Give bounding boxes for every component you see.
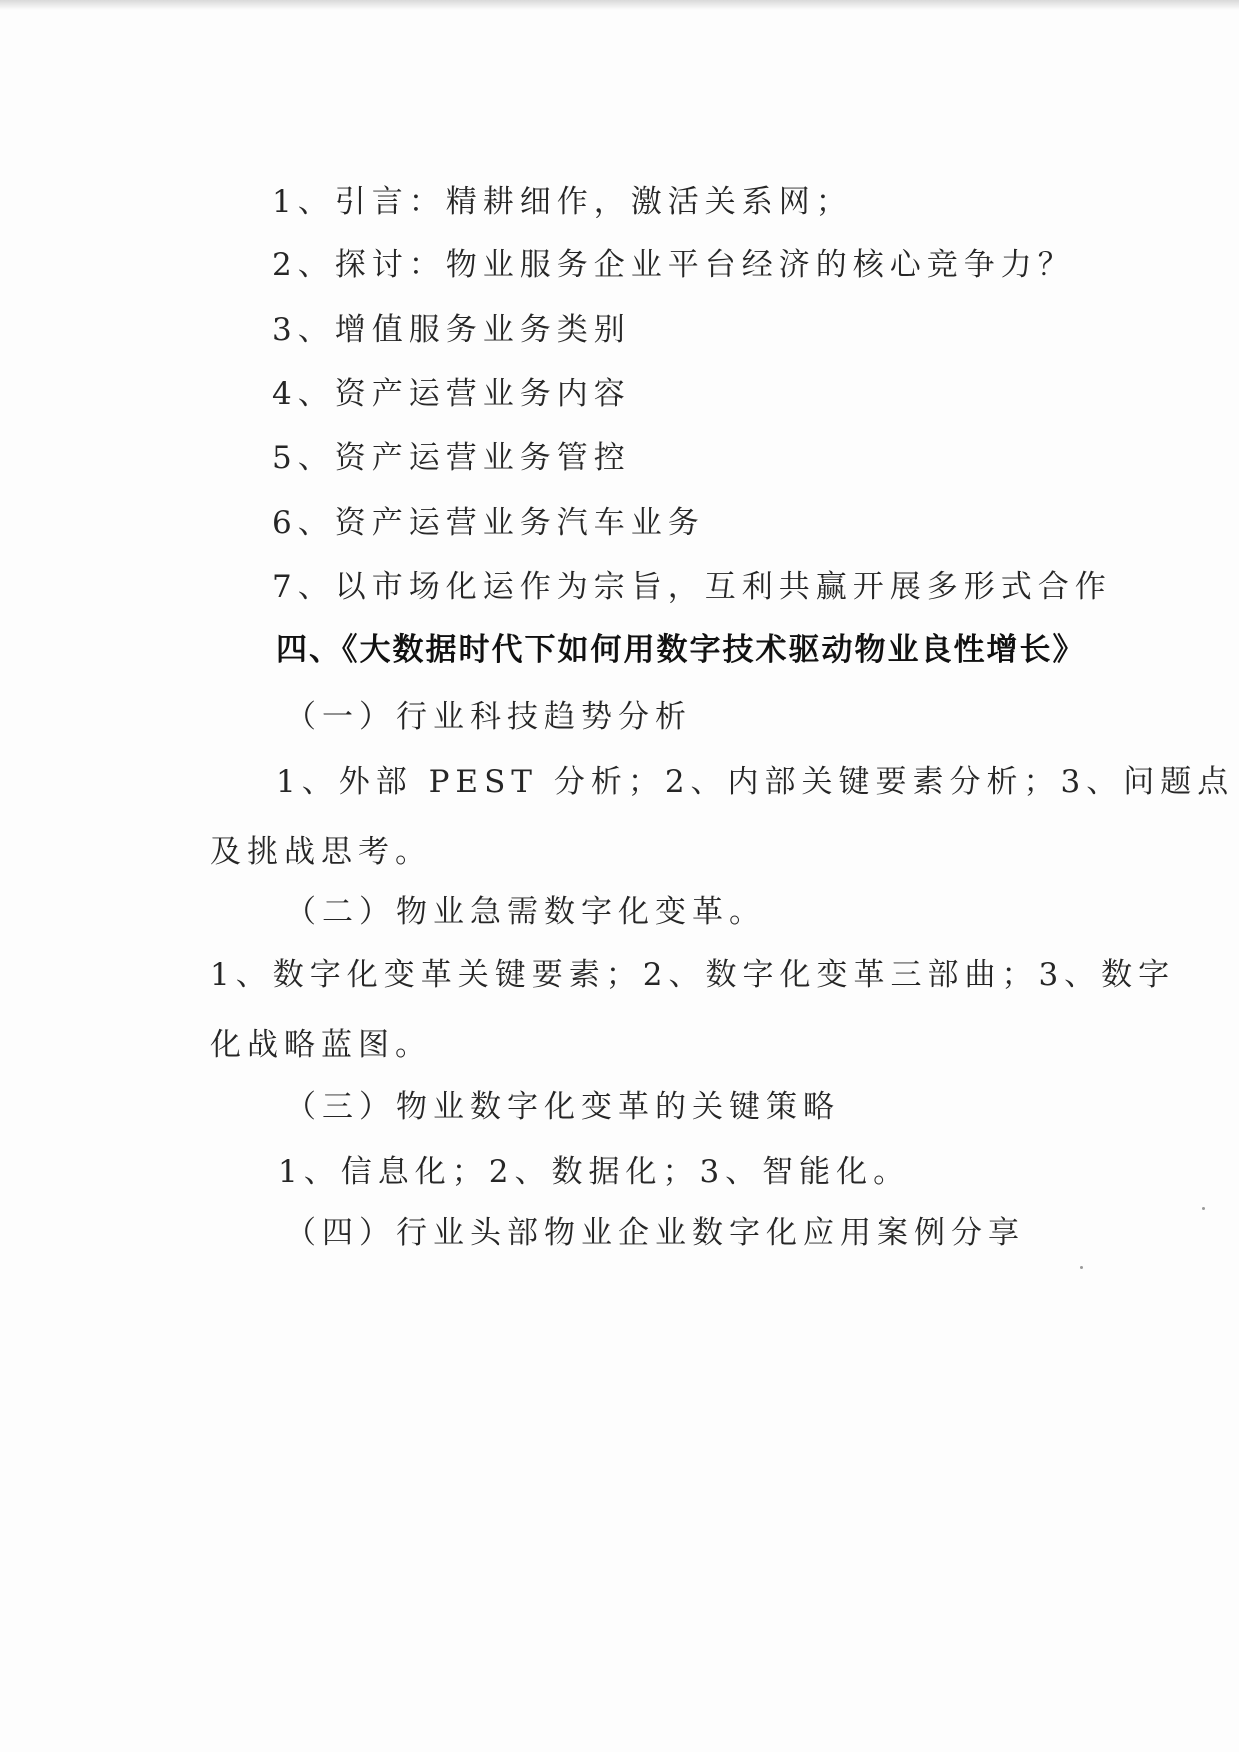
subsection-1-title: （一）行业科技趋势分析 bbox=[285, 699, 692, 735]
subsection-4-title: （四）行业头部物业企业数字化应用案例分享 bbox=[285, 1215, 1025, 1251]
subsection-1-body-line-1: 1、外部 PEST 分析；2、内部关键要素分析；3、问题点 bbox=[276, 764, 1235, 800]
list-item-4: 4、资产运营业务内容 bbox=[272, 376, 631, 412]
scan-edge-shadow bbox=[0, 0, 1239, 10]
section-heading: 四、《大数据时代下如何用数字技术驱动物业良性增长》 bbox=[276, 632, 1086, 668]
subsection-2-title: （二）物业急需数字化变革。 bbox=[285, 894, 766, 930]
scan-speck bbox=[1202, 1207, 1205, 1210]
list-item-6: 6、资产运营业务汽车业务 bbox=[272, 505, 705, 541]
subsection-3-title: （三）物业数字化变革的关键策略 bbox=[285, 1089, 840, 1125]
list-item-5: 5、资产运营业务管控 bbox=[272, 440, 631, 476]
list-item-1: 1、引言：精耕细作，激活关系网； bbox=[272, 184, 853, 220]
subsection-2-body-line-1: 1、数字化变革关键要素；2、数字化变革三部曲；3、数字 bbox=[210, 957, 1176, 993]
subsection-3-body: 1、信息化；2、数据化；3、智能化。 bbox=[278, 1154, 911, 1190]
list-item-3: 3、增值服务业务类别 bbox=[272, 312, 631, 348]
subsection-2-body-line-2: 化战略蓝图。 bbox=[210, 1027, 432, 1063]
subsection-1-body-line-2: 及挑战思考。 bbox=[210, 834, 432, 870]
list-item-7: 7、以市场化运作为宗旨，互利共赢开展多形式合作 bbox=[272, 569, 1112, 605]
scan-speck bbox=[1080, 1266, 1083, 1269]
list-item-2: 2、探讨：物业服务企业平台经济的核心竞争力？ bbox=[272, 247, 1075, 283]
